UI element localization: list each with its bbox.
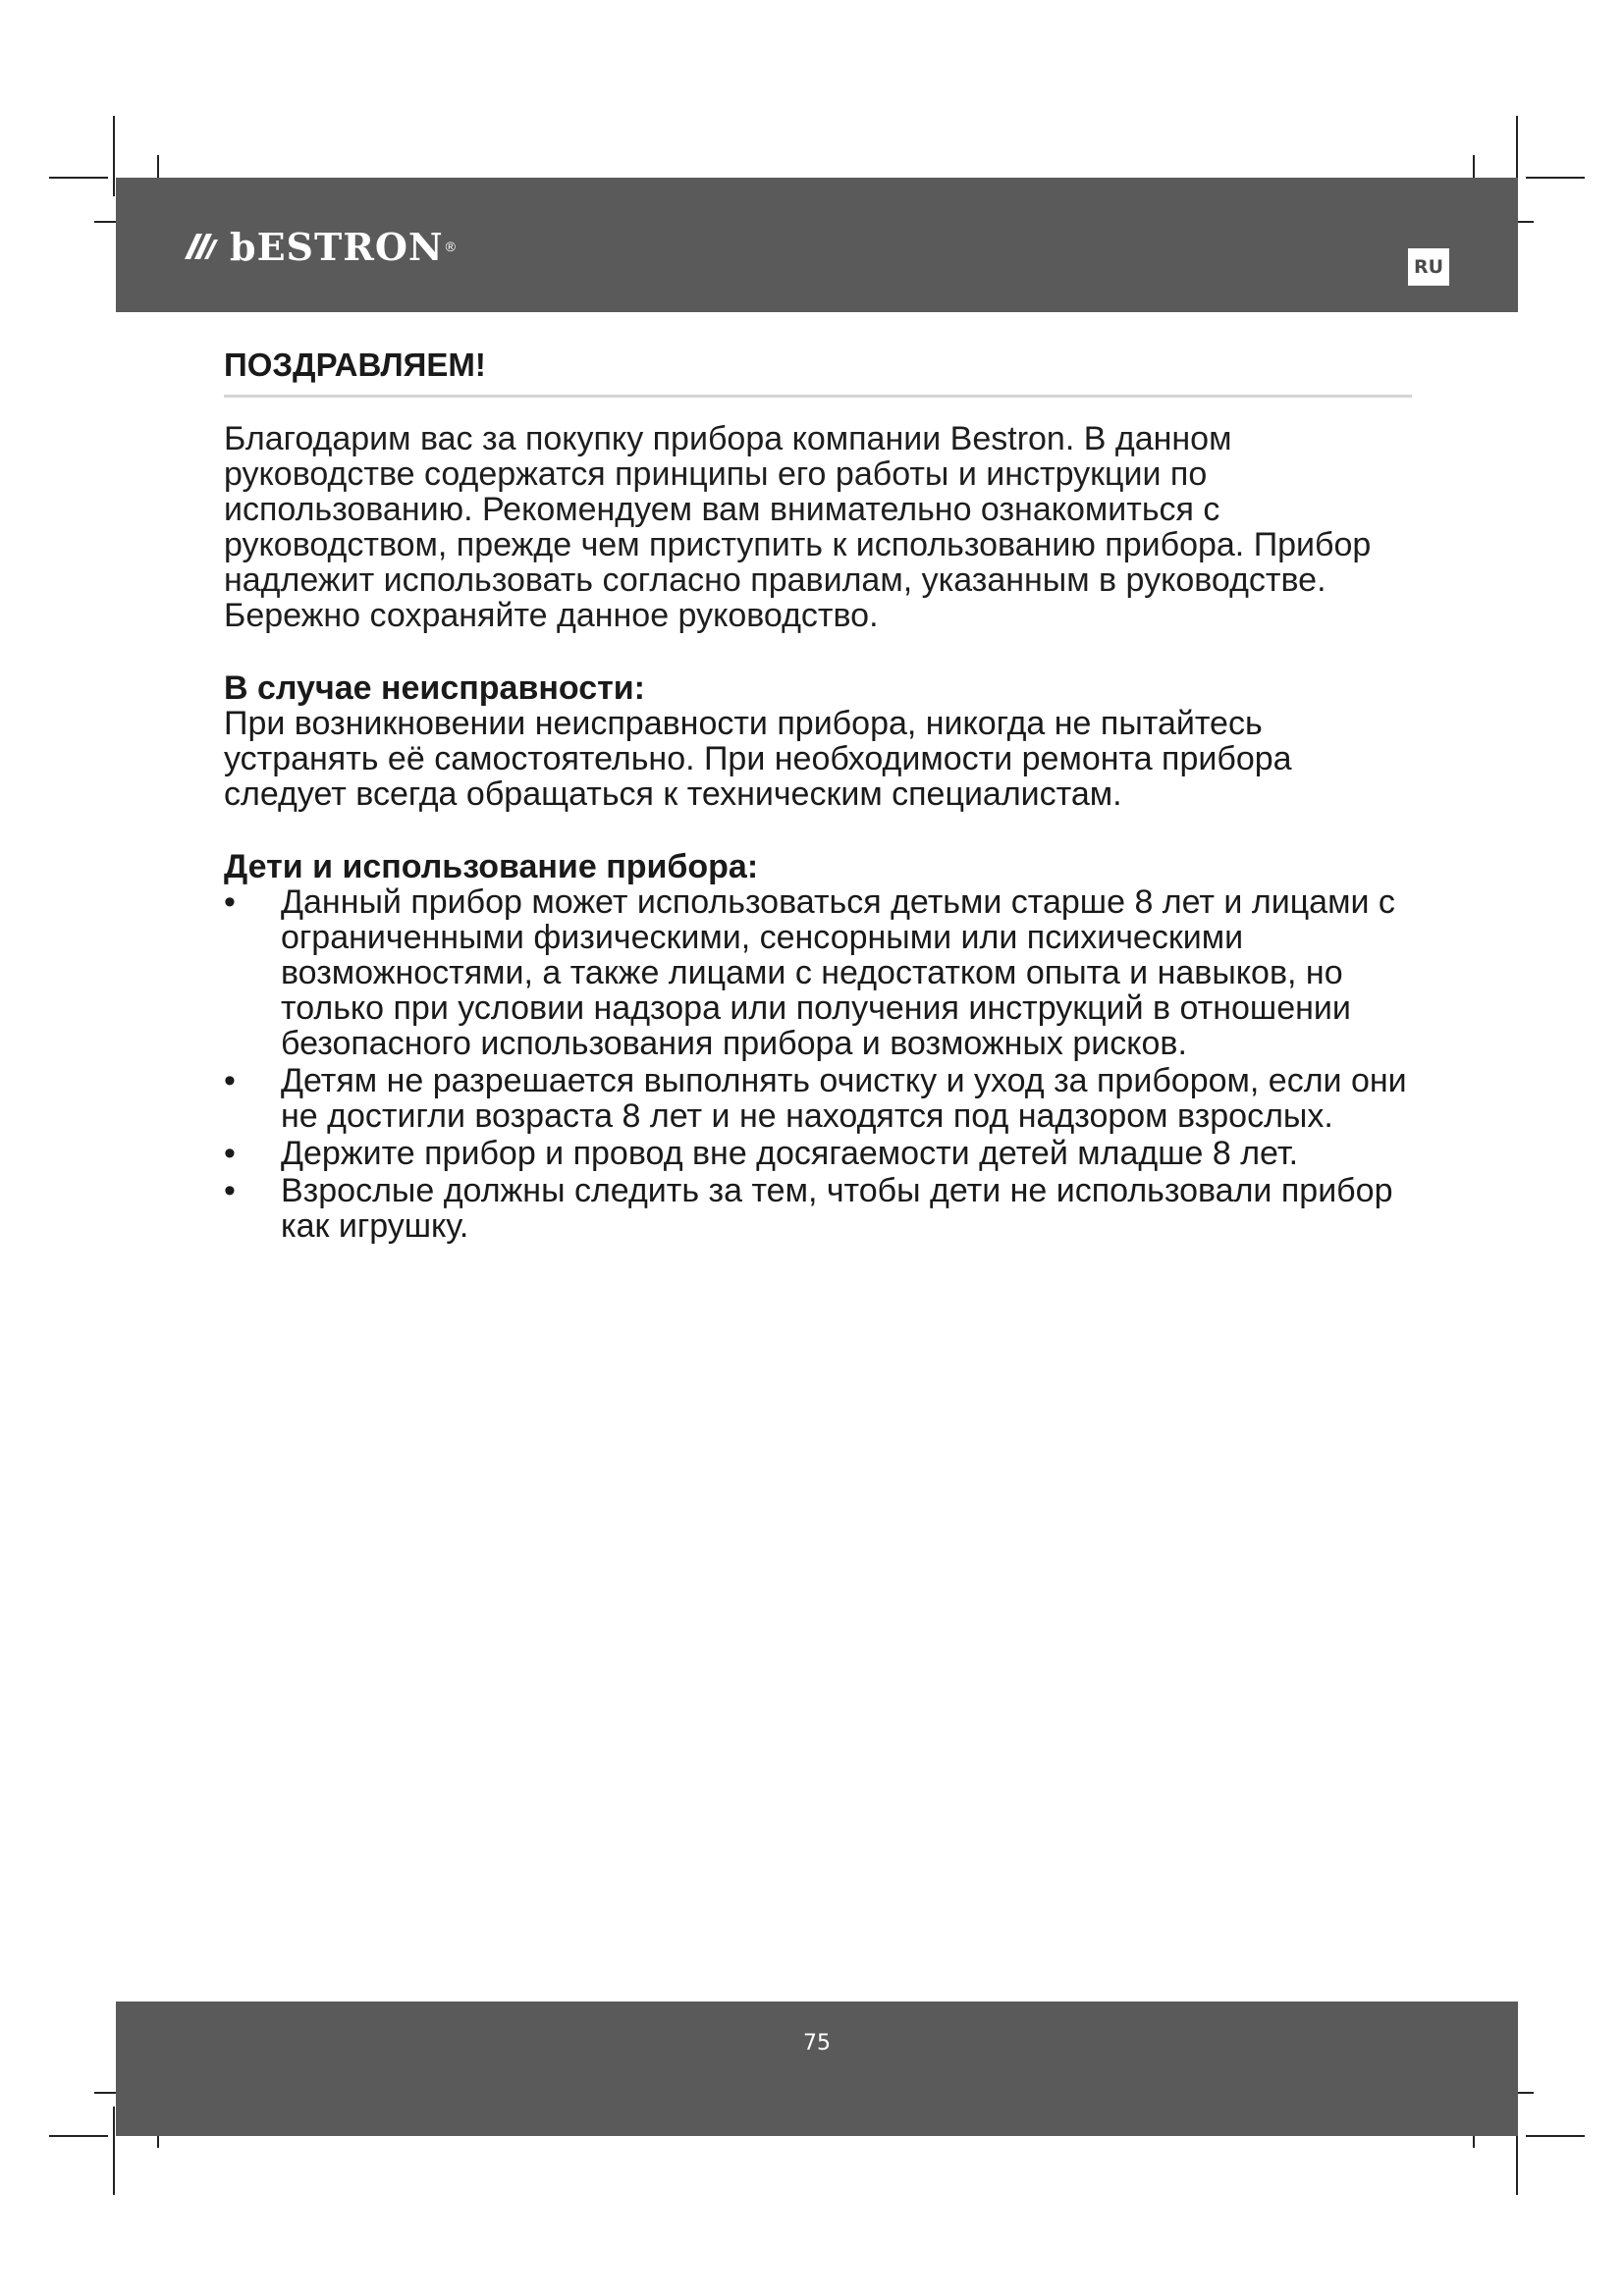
list-item-text: Данный прибор может использоваться детьми старше 8 лет и лицами с ограниченными физическими, сенсорными или психическими возможностями, а также лицами с недостатком опыта и навыков, но только при условии надзора или получения инструкций в отношении безопасного использования прибора и возможных рисков. xyxy=(281,882,1395,1062)
page-number: 75 xyxy=(803,2031,831,2056)
crop-mark xyxy=(49,177,108,179)
bestron-logo xyxy=(181,217,456,276)
crop-mark xyxy=(1526,177,1585,179)
list-item-text: Детям не разрешается выполнять очистку и уход за прибором, если они не достигли возраста 8 лет и не находятся под надзором взрослых. xyxy=(281,1061,1407,1135)
registered-mark: ® xyxy=(445,239,456,254)
main-content xyxy=(224,346,1412,1246)
intro-paragraph: Благодарим вас за покупку прибора компании Bestron. В данном руководстве содержатся принципы его работы и инструкции по использованию. Рекомендуем вам внимательно ознакомиться с руководством, прежде чем приступить к использованию прибора. Прибор надлежит использовать согласно правилам, указанным в руководстве. Бережно сохраняйте данное руководство. xyxy=(224,419,1372,634)
list-item xyxy=(224,1173,1412,1244)
malfunction-heading: В случае неисправности: xyxy=(224,668,645,707)
crop-mark xyxy=(49,2135,108,2137)
list-item xyxy=(224,884,1412,1061)
brand-name: bESTRON xyxy=(230,224,444,269)
children-bullet-list xyxy=(224,884,1412,1244)
children-heading: Дети и использование прибора: xyxy=(224,847,759,885)
list-item xyxy=(224,1063,1412,1134)
crop-mark xyxy=(1526,2135,1585,2137)
bullet-icon: • xyxy=(224,1061,236,1099)
malfunction-text: При возникновении неисправности прибора, никогда не пытайтесь устранять её самостоятельно. При необходимости ремонта прибора следует всегда обращаться к техническим специалистам. xyxy=(224,704,1292,813)
header-band xyxy=(116,178,1518,312)
chevrons-icon xyxy=(181,226,222,267)
crop-mark xyxy=(113,116,115,196)
list-item-text: Держите прибор и провод вне досягаемости детей младше 8 лет. xyxy=(281,1134,1299,1172)
language-badge: RU xyxy=(1408,248,1449,286)
list-item xyxy=(224,1136,1412,1171)
bullet-icon: • xyxy=(224,1171,236,1209)
footer-band xyxy=(116,2002,1518,2136)
crop-mark xyxy=(113,2107,115,2195)
list-item-text: Взрослые должны следить за тем, чтобы дети не использовали прибор как игрушку. xyxy=(281,1171,1393,1245)
bullet-icon: • xyxy=(224,882,236,921)
bullet-icon: • xyxy=(224,1134,236,1172)
page-title: ПОЗДРАВЛЯЕМ! xyxy=(224,346,1412,398)
